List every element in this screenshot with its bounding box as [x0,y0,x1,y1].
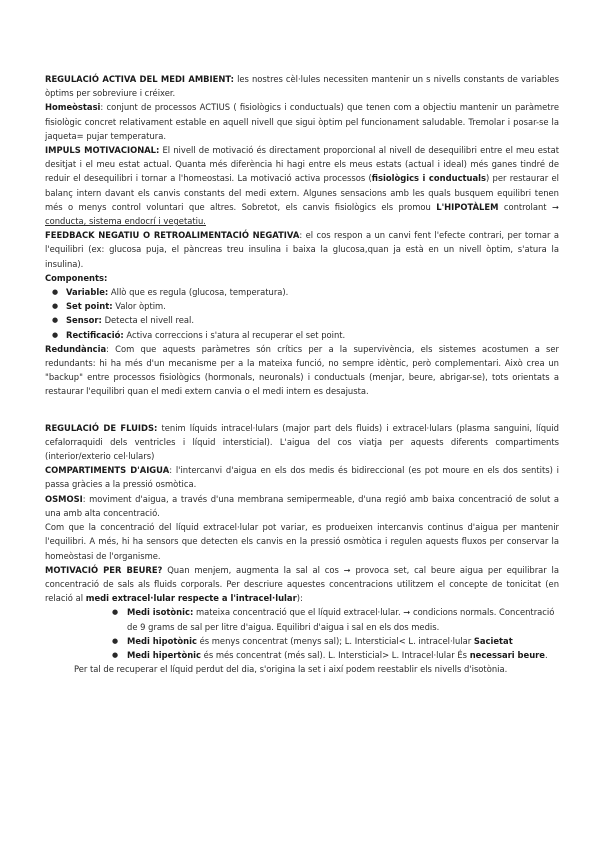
heading-osmosi: OSMOSI [45,493,83,504]
tonicity-list [45,605,559,662]
list-item: ● Medi hipertònic és més concentrat (més sal). L. Intersticial> L. Intracel·lular És necessari beure. [45,648,559,662]
list-item: ● Sensor: Detecta el nivell real. [45,313,559,327]
heading-feedback-negatiu: FEEDBACK NEGATIU O RETROALIMENTACIÓ NEGATIVA [45,230,300,241]
term-hipotalem: L'HIPOTÀLEM [436,201,499,212]
list-item: ● Medi hipotònic és menys concentrat (menys sal); L. Intersticial< L. intracel·lular Sacietat [45,634,559,648]
closing-paragraph: Per tal de recuperar el líquid perdut del dia, s'origina la set i així podem reestablir els nivells d'isotònia. [74,664,508,675]
paragraph-osmosi: OSMOSI: moviment d'aigua, a través d'una membrana semipermeable, d'una regió amb baixa concentració de solut a una amb alta concentració. [45,493,559,518]
heading-impuls-motivacional: IMPULS MOTIVACIONAL: [45,145,160,156]
list-item: ● Rectificació: Activa correccions i s'atura al recuperar el set point. [45,328,559,342]
document-page [45,72,559,676]
paragraph-concentracio: Com que la concentració del líquid extracel·lular pot variar, es produeixen intercanvis continus d'aigua per mantenir l'equilibri. A més, hi ha sensors que detecten els canvis en la pressió osmòtica i regulen aquests fluxos per conservar la homeòstasi de l'organisme. [45,522,559,561]
paragraph-regulacio-fluids: REGULACIÓ DE FLUIDS: tenim líquids intracel·lulars (major part dels fluids) i extracel·lulars (plasma sanguini, líquid cefalorraquidi dels ventricles i líquid intersticial). L'aigua del cos viatja per aquests diferents compartiments (interior/exterio cel·lulars) [45,422,559,462]
paragraph-homeostasi: Homeòstasi: conjunt de processos ACTIUS ( fisiològics i conductuals) que tenen com a objectiu mantenir un paràmetre fisiològic concret relativament estable en aquell nivell que sigui òptim pel funcionament saludable. Tremolar i posar-se la jaqueta= pujar temperatura. [45,102,559,141]
underlined-text: conducta, sistema endocrí i vegetatiu. [45,216,206,227]
paragraph-redundancia: Redundància: Com que aquests paràmetres són crítics per a la supervivència, els sistemes acostumen a ser redundants: hi ha més d'un mecanisme per a la mateixa funció, no sempre idèntic, però complementari. Això crea un "backup" entre processos fisiològics (hormonals, neuronals) i conductuals (menjar, beure, abrigar-se), tots orientats a restaurar l'equilibri quan el medi extern canvia o el medi intern es desajusta. [45,343,559,397]
term-homeostasi: Homeòstasi [45,102,101,113]
paragraph-regulacio-activa: REGULACIÓ ACTIVA DEL MEDI AMBIENT: les nostres cèl·lules necessiten mantenir un s nivells constants de variables òptims per sobreviure i créixer. [45,74,559,99]
list-item: ● Medi isotònic: mateixa concentració que el líquid extracel·lular. ➞ condicions normals. Concentració de 9 grams de sal per litre d'aigua. Equilibri d'aigua i sal en els dos medis. [45,605,559,633]
list-item: ● Variable: Allò que es regula (glucosa, temperatura). [45,285,559,299]
heading-motivacio-beure: MOTIVACIÓ PER BEURE? [45,564,163,575]
heading-regulacio-fluids: REGULACIÓ DE FLUIDS: [45,422,158,433]
paragraph-feedback-negatiu: FEEDBACK NEGATIU O RETROALIMENTACIÓ NEGATIVA: el cos respon a un canvi fent l'efecte contrari, per tornar a l'equilibri (ex: glucosa puja, el pàncreas treu insulina i baixa la glucosa,quan ja està en un nivell òptim, s'atura la insulina). [45,230,559,269]
components-heading: Components: [45,272,108,283]
heading-regulacio-activa: REGULACIÓ ACTIVA DEL MEDI AMBIENT: [45,74,234,84]
paragraph-compartiments: COMPARTIMENTS D'AIGUA: l'intercanvi d'aigua en els dos medis és bidireccional (es pot moure en els dos sentits) i passa gràcies a la pressió osmòtica. [45,465,559,490]
section-gap [45,399,559,421]
components-list [45,285,559,342]
paragraph-impuls-motivacional: IMPULS MOTIVACIONAL: El nivell de motivació és directament proporcional al nivell de desequilibri entre el meu estat desitjat i el meu estat actual. Quanta més diferència hi hagi entre els meus estats (actual i ideal) més ganes tindré de reduir el desequilibri i tornar a l'homeostasi. La motivació activa processos (fisiològics i conductuals) per restaurar el balanç intern davant els canvis constants del medi extern. Algunes sensacions amb les quals busquem equilibri tenen més o menys control voluntari que altres. Sobretot, els canvis fisiològics els promou L'HIPOTÀLEM controlant ➞ conducta, sistema endocrí i vegetatiu. [45,145,559,227]
heading-compartiments: COMPARTIMENTS D'AIGUA [45,465,170,476]
list-item: ● Set point: Valor òptim. [45,299,559,313]
paragraph-motivacio-beure: MOTIVACIÓ PER BEURE? Quan menjem, augmenta la sal al cos ➞ provoca set, cal beure aigua per equilibrar la concentració de sals als fluids corporals. Per descriure aquestes concentracions utilitzem el concepte de tonicitat (en relació al medi extracel·lular respecte a l'intracel·lular): [45,564,559,604]
term-redundancia: Redundància [45,343,107,354]
